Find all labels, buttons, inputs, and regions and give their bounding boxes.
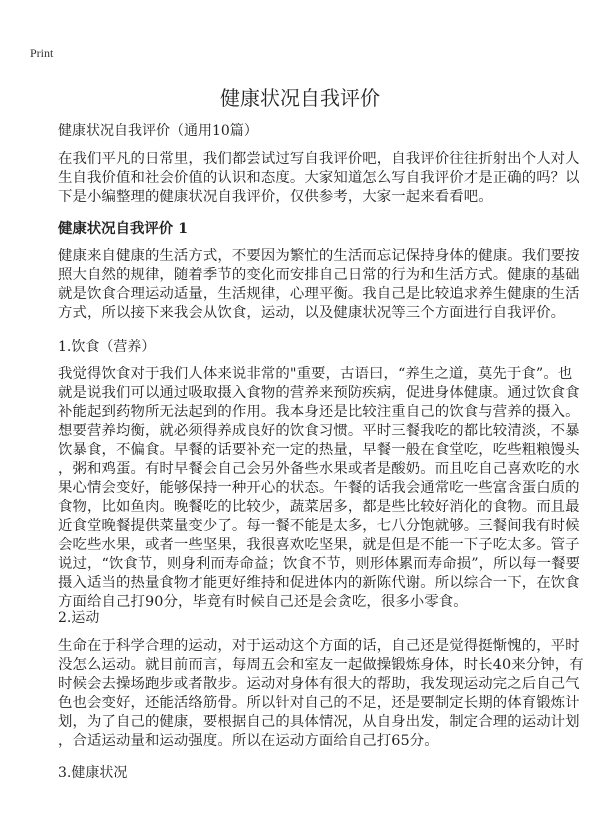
text-line: 在我们平凡的日常里，我们都尝试过写自我评价吧，自我评价往往折射出个人对人 xyxy=(58,151,580,167)
text-line: 健康来自健康的生活方式，不要因为繁忙的生活而忘记保持身体的健康。我们要按 xyxy=(58,248,580,264)
text-line: 方式，所以接下来我会从饮食，运动，以及健康状况等三个方面进行自我评价。 xyxy=(58,305,566,321)
text-line: 想要营养均衡，就必须得养成良好的饮食习惯。平时三餐我吃的都比较清淡，不暴 xyxy=(58,423,580,439)
text-line: 色也会变好，还能活络筋骨。所以针对自己的不足，还是要制定长期的体育锻炼计 xyxy=(58,695,580,711)
text-line: 食物，比如鱼肉。晚餐吃的比较少，蔬菜居多，都是些比较好消化的食物。而且最 xyxy=(58,499,580,515)
text-line: 说过，“饮食节，则身利而寿命益；饮食不节，则形体累而寿命损”，所以每一餐要 xyxy=(58,556,581,572)
text-line: 生自我价值和社会价值的认识和态度。大家知道怎么写自我评价才是正确的吗？以 xyxy=(58,170,580,186)
section-heading: 健康状况自我评价 1 xyxy=(58,220,189,237)
text-line: 就是说我们可以通过吸取摄入食物的营养来预防疾病，促进身体健康。通过饮食食 xyxy=(58,385,580,401)
exercise-paragraph xyxy=(58,637,584,751)
intro-paragraph xyxy=(58,150,580,207)
text-line: 时候会去操场跑步或者散步。运动对身体有很大的帮助，我发现运动完之后自己气 xyxy=(58,676,580,692)
text-line: 果心情会变好，能够保持一种开心的状态。午餐的话我会通常吃一些富含蛋白质的 xyxy=(58,480,580,496)
diet-heading: 1.饮食（营养） xyxy=(58,339,156,355)
page-title: 健康状况自我评价 xyxy=(220,86,380,110)
text-line: 我觉得饮食对于我们人体来说非常的"重要，古语曰，“养生之道，莫先于食”。也 xyxy=(58,366,573,382)
section-intro-paragraph xyxy=(58,247,580,323)
subtitle: 健康状况自我评价（通用10篇） xyxy=(58,123,258,139)
text-line: 划，为了自己的健康，要根据自己的具体情况，从自身出发，制定合理的运动计划 xyxy=(58,714,580,730)
exercise-heading: 2.运动 xyxy=(58,610,100,626)
text-line: 下是小编整理的健康状况自我评价，仅供参考，大家一起来看看吧。 xyxy=(58,189,493,205)
text-line: 照大自然的规律，随着季节的变化而安排自己日常的行为和生活方式。健康的基础 xyxy=(58,267,580,283)
text-line: 就是饮食合理运动适量，生活规律，心理平衡。我自己是比较追求养生健康的生活 xyxy=(58,286,580,302)
text-line: ，合适运动量和运动强度。所以在运动方面给自己打65分。 xyxy=(58,733,439,749)
text-line: 近食堂晚餐提供菜量变少了。每一餐不能是太多，七八分饱就够。三餐间我有时候 xyxy=(58,518,580,534)
text-line: 会吃些水果，或者一些坚果，我很喜欢吃坚果，就是但是不能一下子吃太多。管子 xyxy=(58,537,580,553)
text-line: 摄入适当的热量食物才能更好维持和促进体内的新陈代谢。所以综合一下，在饮食 xyxy=(58,575,580,591)
text-line: 生命在于科学合理的运动，对于运动这个方面的话，自己还是觉得挺惭愧的，平时 xyxy=(58,638,580,654)
text-line: 没怎么运动。就目前而言，每周五会和室友一起做操锻炼身体，时长40来分钟，有 xyxy=(58,657,584,673)
diet-paragraph xyxy=(58,365,580,612)
print-link[interactable]: Print xyxy=(30,46,54,60)
text-line: 方面给自己打90分，毕竟有时候自己还是会贪吃，很多小零食。 xyxy=(58,594,468,610)
text-line: 饮暴食，不偏食。早餐的话要补充一定的热量，早餐一般在食堂吃，吃些粗粮馒头 xyxy=(58,442,580,458)
health-heading: 3.健康状况 xyxy=(58,765,128,781)
text-line: 补能起到药物所无法起到的作用。我本身还是比较注重自己的饮食与营养的摄入。 xyxy=(58,404,580,420)
text-line: ，粥和鸡蛋。有时早餐会自己会另外备些水果或者是酸奶。而且吃自己喜欢吃的水 xyxy=(58,461,580,477)
